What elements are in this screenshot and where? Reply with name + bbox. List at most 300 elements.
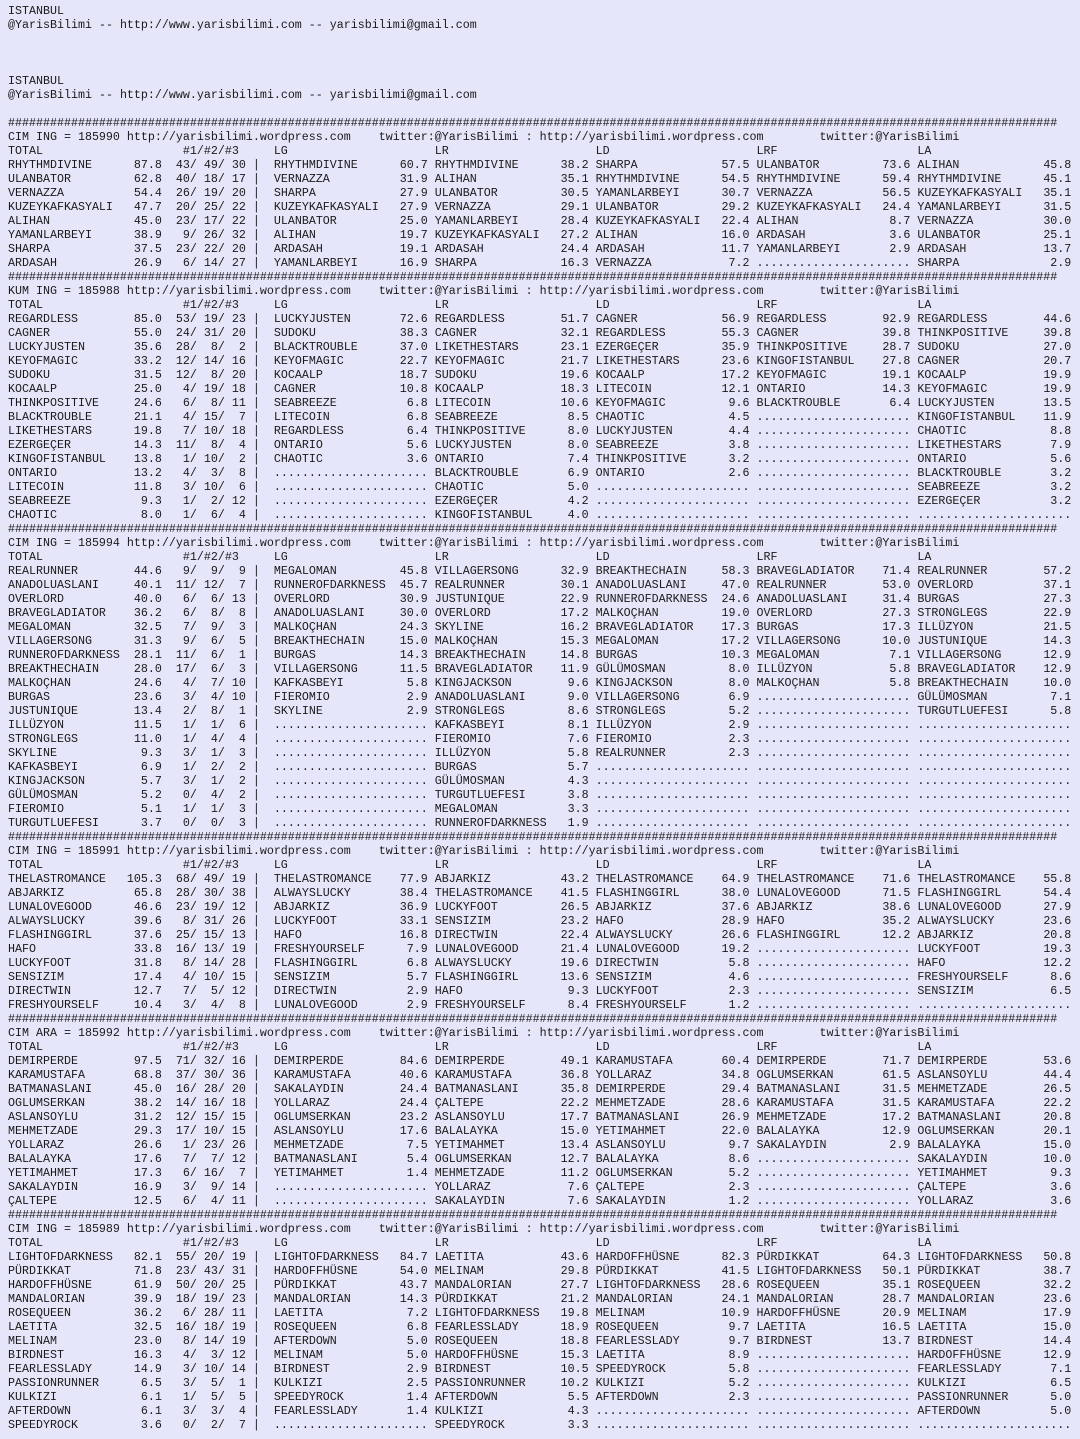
cell-la: BATMANASLANI 20.8 <box>917 1110 1072 1124</box>
cell-lrf: ...................... <box>756 942 911 956</box>
cell-la: OGLUMSERKAN 20.1 <box>917 1124 1072 1138</box>
cell-lg: RUNNEROFDARKNESS 45.7 <box>273 578 428 592</box>
cell-lr: BURGAS 5.7 <box>434 760 589 774</box>
total-name: ANADOLUASLANI <box>8 578 120 592</box>
twitter-link[interactable]: twitter:@YarisBilimi <box>819 844 960 858</box>
cell-lrf: ILLÜZYON 5.8 <box>756 662 911 676</box>
table-row: THELASTROMANCE 105.3 68/ 49/ 19 | THELASTROMANCE 77.9 ABJARKIZ 43.2 THELASTROMANCE 64.9 THELASTROMANCE 71.6 THELASTROMANCE 55.8 <box>8 872 1072 886</box>
cell-lg: BATMANASLANI 5.4 <box>273 1152 428 1166</box>
total-name: RHYTHMDIVINE <box>8 158 120 172</box>
cell-lg: ...................... <box>273 480 428 494</box>
total-name: ONTARIO <box>8 466 120 480</box>
cell-la: SEABREEZE 3.2 <box>917 480 1072 494</box>
cell-la: ...................... <box>917 718 1072 732</box>
total-name: SAKALAYDIN <box>8 1180 120 1194</box>
place-counts: 4/ 7/ 10 <box>175 676 246 690</box>
cell-lg: KUZEYKAFKASYALI 27.9 <box>273 200 428 214</box>
total-name: LUCKYJUSTEN <box>8 340 120 354</box>
cell-lr: ARDASAH 24.4 <box>434 242 589 256</box>
total-value: 62.8 <box>119 172 162 186</box>
blog-link[interactable]: http://yarisbilimi.wordpress.com <box>126 536 351 550</box>
cell-la: MANDALORIAN 23.6 <box>917 1292 1072 1306</box>
table-row: MALKOÇHAN 24.6 4/ 7/ 10 | KAFKASBEYI 5.8 KINGJACKSON 9.6 KINGJACKSON 8.0 MALKOÇHAN 5.8 BREAKTHECHAIN 10.0 <box>8 676 1072 690</box>
total-name: GÜLÜMOSMAN <box>8 788 120 802</box>
twitter-link[interactable]: twitter:@YarisBilimi <box>819 1222 960 1236</box>
cell-la: PASSIONRUNNER 5.0 <box>917 1390 1072 1404</box>
cell-ld: SPEEDYROCK 5.8 <box>595 1362 750 1376</box>
total-value: 11.0 <box>119 732 162 746</box>
header-places: #1/#2/#3 <box>182 1040 274 1054</box>
table-row: MELINAM 23.0 8/ 14/ 19 | AFTERDOWN 5.0 ROSEQUEEN 18.8 FEARLESSLADY 9.7 BIRDNEST 13.7 BIRDNEST 14.4 <box>8 1334 1072 1348</box>
cell-lr: VILLAGERSONG 32.9 <box>434 564 589 578</box>
total-name: ALIHAN <box>8 214 120 228</box>
twitter-link[interactable]: twitter:@YarisBilimi <box>378 844 519 858</box>
cell-lrf: ...................... <box>756 466 911 480</box>
cell-ld: REGARDLESS 55.3 <box>595 326 750 340</box>
table-row: KAFKASBEYI 6.9 1/ 2/ 2 | ...................... BURGAS 5.7 ...................... ...................... ...................... <box>8 760 1072 774</box>
email-link[interactable]: yarisbilimi@gmail.com <box>329 88 477 102</box>
cell-lrf: HARDOFFHÜSNE 20.9 <box>756 1306 911 1320</box>
table-row: VILLAGERSONG 31.3 9/ 6/ 5 | BREAKTHECHAIN 15.0 MALKOÇHAN 15.3 MEGALOMAN 17.2 VILLAGERSONG 10.0 JUSTUNIQUE 14.3 <box>8 634 1072 648</box>
total-name: RUNNEROFDARKNESS <box>8 648 120 662</box>
cell-lg: ...................... <box>273 1194 428 1208</box>
cell-lr: SPEEDYROCK 3.3 <box>434 1418 589 1432</box>
header-lrf: LRF <box>756 298 918 312</box>
cell-ld: LUCKYFOOT 2.3 <box>595 984 750 998</box>
cell-la: VERNAZZA 30.0 <box>917 214 1072 228</box>
total-value: 10.4 <box>119 998 162 1012</box>
cell-la: LAETITA 15.0 <box>917 1320 1072 1334</box>
cell-ld: RHYTHMDIVINE 54.5 <box>595 172 750 186</box>
twitter-link[interactable]: twitter:@YarisBilimi <box>819 130 960 144</box>
cell-lr: FLASHINGGIRL 13.6 <box>434 970 589 984</box>
total-value: 23.6 <box>119 690 162 704</box>
cell-lr: ALIHAN 35.1 <box>434 172 589 186</box>
cell-lg: KARAMUSTAFA 40.6 <box>273 1068 428 1082</box>
cell-lg: ALWAYSLUCKY 38.4 <box>273 886 428 900</box>
total-name: OVERLORD <box>8 592 120 606</box>
cell-lrf: ...................... <box>756 816 911 830</box>
cell-lg: ASLANSOYLU 17.6 <box>273 1124 428 1138</box>
total-name: REGARDLESS <box>8 312 120 326</box>
place-counts: 1/ 2/ 2 <box>175 760 246 774</box>
cell-lg: OVERLORD 30.9 <box>273 592 428 606</box>
total-value: 8.0 <box>119 508 162 522</box>
cell-lg: BLACKTROUBLE 37.0 <box>273 340 428 354</box>
race-sections <box>8 116 1072 1432</box>
cell-la: TURGUTLUEFESI 5.8 <box>917 704 1072 718</box>
cell-lg: LITECOIN 6.8 <box>273 410 428 424</box>
total-name: ASLANSOYLU <box>8 1110 120 1124</box>
blog-link[interactable]: http://yarisbilimi.wordpress.com <box>126 1026 351 1040</box>
cell-ld: YETIMAHMET 22.0 <box>595 1124 750 1138</box>
cell-la: ...................... <box>917 816 1072 830</box>
cell-lr: KAFKASBEYI 8.1 <box>434 718 589 732</box>
place-counts: 1/ 2/ 12 <box>175 494 246 508</box>
cell-ld: DIRECTWIN 5.8 <box>595 956 750 970</box>
total-value: 29.3 <box>119 1124 162 1138</box>
cell-lr: CAGNER 32.1 <box>434 326 589 340</box>
table-row: REGARDLESS 85.0 53/ 19/ 23 | LUCKYJUSTEN 72.6 REGARDLESS 51.7 CAGNER 56.9 REGARDLESS 92.9 REGARDLESS 44.6 <box>8 312 1072 326</box>
header-lr: LR <box>434 144 596 158</box>
cell-lrf: RHYTHMDIVINE 59.4 <box>756 172 911 186</box>
cell-la: ...................... <box>917 760 1072 774</box>
twitter-link[interactable]: twitter:@YarisBilimi <box>819 284 960 298</box>
blog-link[interactable]: http://yarisbilimi.wordpress.com <box>126 284 351 298</box>
header-la: LA <box>917 550 932 564</box>
cell-lr: KEYOFMAGIC 21.7 <box>434 354 589 368</box>
place-counts: 1/ 4/ 4 <box>175 732 246 746</box>
total-value: 26.9 <box>119 256 162 270</box>
table-row: YAMANLARBEYI 38.9 9/ 26/ 32 | ALIHAN 19.7 KUZEYKAFKASYALI 27.2 ALIHAN 16.0 ARDASAH 3.6 ULANBATOR 25.1 <box>8 228 1072 242</box>
cell-ld: ...................... <box>595 480 750 494</box>
total-name: OGLUMSERKAN <box>8 1096 120 1110</box>
cell-lr: BALALAYKA 15.0 <box>434 1124 589 1138</box>
cell-lrf: FLASHINGGIRL 12.2 <box>756 928 911 942</box>
total-name: KINGJACKSON <box>8 774 120 788</box>
twitter-link[interactable]: twitter:@YarisBilimi <box>378 284 519 298</box>
section-separator: ###################################################################################################################################################### <box>8 116 1058 130</box>
place-counts: 11/ 6/ 1 <box>175 648 246 662</box>
table-row: FEARLESSLADY 14.9 3/ 10/ 14 | BIRDNEST 2.9 BIRDNEST 10.5 SPEEDYROCK 5.8 ...................... FEARLESSLADY 7.1 <box>8 1362 1072 1376</box>
cell-lrf: ...................... <box>756 508 911 522</box>
cell-lr: RHYTHMDIVINE 38.2 <box>434 158 589 172</box>
twitter-link[interactable]: twitter:@YarisBilimi <box>378 536 519 550</box>
cell-ld: KINGJACKSON 8.0 <box>595 676 750 690</box>
header-la: LA <box>917 1236 932 1250</box>
header-lr: LR <box>434 858 596 872</box>
blog-link[interactable]: http://yarisbilimi.wordpress.com <box>126 844 351 858</box>
cell-la: BURGAS 27.3 <box>917 592 1072 606</box>
table-row: OVERLORD 40.0 6/ 6/ 13 | OVERLORD 30.9 JUSTUNIQUE 22.9 RUNNEROFDARKNESS 24.6 ANADOLUASLANI 31.4 BURGAS 27.3 <box>8 592 1072 606</box>
cell-lr: SHARPA 16.3 <box>434 256 589 270</box>
total-name: ABJARKIZ <box>8 886 120 900</box>
cell-lrf: ONTARIO 14.3 <box>756 382 911 396</box>
cell-lr: ONTARIO 7.4 <box>434 452 589 466</box>
cell-lrf: ULANBATOR 73.6 <box>756 158 911 172</box>
cell-lr: OVERLORD 17.2 <box>434 606 589 620</box>
table-row: ASLANSOYLU 31.2 12/ 15/ 15 | OGLUMSERKAN 23.2 ASLANSOYLU 17.7 BATMANASLANI 26.9 MEHMETZADE 17.2 BATMANASLANI 20.8 <box>8 1110 1072 1124</box>
cell-lg: HAFO 16.8 <box>273 928 428 942</box>
cell-ld: ...................... <box>595 774 750 788</box>
blog-link[interactable]: http://yarisbilimi.wordpress.com <box>126 130 351 144</box>
cell-lr: REALRUNNER 30.1 <box>434 578 589 592</box>
cell-ld: HARDOFFHÜSNE 82.3 <box>595 1250 750 1264</box>
twitter-link[interactable]: twitter:@YarisBilimi <box>378 1026 519 1040</box>
table-row: YOLLARAZ 26.6 1/ 23/ 26 | MEHMETZADE 7.5 YETIMAHMET 13.4 ASLANSOYLU 9.7 SAKALAYDIN 2.9 BALALAYKA 15.0 <box>8 1138 1072 1152</box>
table-row: LIKETHESTARS 19.8 7/ 10/ 18 | REGARDLESS 6.4 THINKPOSITIVE 8.0 LUCKYJUSTEN 4.4 ...................... CHAOTIC 8.8 <box>8 424 1072 438</box>
header-places: #1/#2/#3 <box>182 298 274 312</box>
cell-la: ALWAYSLUCKY 23.6 <box>917 914 1072 928</box>
place-counts: 68/ 49/ 19 <box>175 872 246 886</box>
site-link[interactable]: http://www.yarisbilimi.com <box>119 18 302 32</box>
place-counts: 20/ 25/ 22 <box>175 200 246 214</box>
place-counts: 9/ 26/ 32 <box>175 228 246 242</box>
cell-ld: ASLANSOYLU 9.7 <box>595 1138 750 1152</box>
twitter-handle: @YarisBilimi <box>8 18 92 32</box>
cell-lrf: ...................... <box>756 774 911 788</box>
cell-lr: FEARLESSLADY 18.9 <box>434 1320 589 1334</box>
race-title: KUM ING = 185988 <box>8 284 120 298</box>
header-la: LA <box>917 858 932 872</box>
cell-ld: BALALAYKA 8.6 <box>595 1152 750 1166</box>
total-value: 85.0 <box>119 312 162 326</box>
place-counts: 8/ 31/ 26 <box>175 914 246 928</box>
cell-ld: ...................... <box>595 1404 750 1418</box>
total-value: 28.0 <box>119 662 162 676</box>
cell-la: CHAOTIC 8.8 <box>917 424 1072 438</box>
table-row: PÜRDIKKAT 71.8 23/ 43/ 31 | HARDOFFHÜSNE 54.0 MELINAM 29.8 PÜRDIKKAT 41.5 LIGHTOFDARKNESS 50.1 PÜRDIKKAT 38.7 <box>8 1264 1072 1278</box>
cell-ld: FLASHINGGIRL 38.0 <box>595 886 750 900</box>
cell-lr: THELASTROMANCE 41.5 <box>434 886 589 900</box>
race-title: CIM ARA = 185992 <box>8 1026 120 1040</box>
cell-lg: BREAKTHECHAIN 15.0 <box>273 634 428 648</box>
cell-la: KARAMUSTAFA 22.2 <box>917 1096 1072 1110</box>
cell-lg: FEARLESSLADY 1.4 <box>273 1404 428 1418</box>
place-counts: 43/ 49/ 30 <box>175 158 246 172</box>
blog-link[interactable]: http://yarisbilimi.wordpress.com <box>539 1222 764 1236</box>
header-total: TOTAL <box>8 144 183 158</box>
place-counts: 11/ 8/ 4 <box>175 438 246 452</box>
twitter-link[interactable]: twitter:@YarisBilimi <box>378 1222 519 1236</box>
total-name: STRONGLEGS <box>8 732 120 746</box>
cell-la: FEARLESSLADY 7.1 <box>917 1362 1072 1376</box>
table-row: BATMANASLANI 45.0 16/ 28/ 20 | SAKALAYDIN 24.4 BATMANASLANI 35.8 DEMIRPERDE 29.4 BATMANASLANI 31.5 MEHMETZADE 26.5 <box>8 1082 1072 1096</box>
cell-la: YETIMAHMET 9.3 <box>917 1166 1072 1180</box>
section-separator: ###################################################################################################################################################### <box>8 522 1058 536</box>
total-name: BIRDNEST <box>8 1348 120 1362</box>
header-lr: LR <box>434 550 596 564</box>
cell-la: ...................... <box>917 732 1072 746</box>
place-counts: 7/ 9/ 3 <box>175 620 246 634</box>
cell-lg: SENSIZIM 5.7 <box>273 970 428 984</box>
blog-link[interactable]: http://yarisbilimi.wordpress.com <box>539 536 764 550</box>
cell-lg: LUCKYFOOT 33.1 <box>273 914 428 928</box>
total-name: FIEROMIO <box>8 802 120 816</box>
section-title: CIM ING = 185991 http://yarisbilimi.wordpress.com twitter:@YarisBilimi : http://yarisbilimi.wordpress.com twitter:@YarisBilimi <box>8 844 960 858</box>
cell-lrf: ...................... <box>756 1152 911 1166</box>
place-counts: 18/ 19/ 23 <box>175 1292 246 1306</box>
cell-lg: BIRDNEST 2.9 <box>273 1362 428 1376</box>
cell-lr: SEABREEZE 8.5 <box>434 410 589 424</box>
cell-lrf: ...................... <box>756 802 911 816</box>
cell-lr: ABJARKIZ 43.2 <box>434 872 589 886</box>
table-row: SENSIZIM 17.4 4/ 10/ 15 | SENSIZIM 5.7 FLASHINGGIRL 13.6 SENSIZIM 4.6 ...................... FRESHYOURSELF 8.6 <box>8 970 1072 984</box>
cell-la: ...................... <box>917 802 1072 816</box>
place-counts: 23/ 17/ 22 <box>175 214 246 228</box>
cell-lr: MALKOÇHAN 15.3 <box>434 634 589 648</box>
cell-ld: ROSEQUEEN 9.7 <box>595 1320 750 1334</box>
email-link[interactable]: yarisbilimi@gmail.com <box>329 18 477 32</box>
header-city-repeat <box>8 74 1072 88</box>
twitter-link[interactable]: twitter:@YarisBilimi <box>819 1026 960 1040</box>
cell-lrf: VERNAZZA 56.5 <box>756 186 911 200</box>
cell-ld: YOLLARAZ 34.8 <box>595 1068 750 1082</box>
total-value: 105.3 <box>119 872 162 886</box>
table-row: ROSEQUEEN 36.2 6/ 28/ 11 | LAETITA 7.2 LIGHTOFDARKNESS 19.8 MELINAM 10.9 HARDOFFHÜSNE 20.9 MELINAM 17.9 <box>8 1306 1072 1320</box>
table-row: OGLUMSERKAN 38.2 14/ 16/ 18 | YOLLARAZ 24.4 ÇALTEPE 22.2 MEHMETZADE 28.6 KARAMUSTAFA 31.5 KARAMUSTAFA 22.2 <box>8 1096 1072 1110</box>
cell-ld: ...................... <box>595 788 750 802</box>
blog-link[interactable]: http://yarisbilimi.wordpress.com <box>539 1026 764 1040</box>
site-link[interactable]: http://www.yarisbilimi.com <box>119 88 302 102</box>
cell-lg: ...................... <box>273 1180 428 1194</box>
cell-lr: LUNALOVEGOOD 21.4 <box>434 942 589 956</box>
place-counts: 50/ 20/ 25 <box>175 1278 246 1292</box>
place-counts: 16/ 13/ 19 <box>175 942 246 956</box>
table-row: PASSIONRUNNER 6.5 3/ 5/ 1 | KULKIZI 2.5 PASSIONRUNNER 10.2 KULKIZI 5.2 ...................... KULKIZI 6.5 <box>8 1376 1072 1390</box>
cell-lg: VILLAGERSONG 11.5 <box>273 662 428 676</box>
total-name: BURGAS <box>8 690 120 704</box>
header-lg: LG <box>273 858 435 872</box>
total-value: 13.8 <box>119 452 162 466</box>
cell-lr: YOLLARAZ 7.6 <box>434 1180 589 1194</box>
cell-ld: STRONGLEGS 5.2 <box>595 704 750 718</box>
total-name: SEABREEZE <box>8 494 120 508</box>
total-name: BALALAYKA <box>8 1152 120 1166</box>
cell-lr: PÜRDIKKAT 21.2 <box>434 1292 589 1306</box>
cell-ld: ...................... <box>595 494 750 508</box>
column-header <box>8 144 1072 158</box>
table-row: KULKIZI 6.1 1/ 5/ 5 | SPEEDYROCK 1.4 AFTERDOWN 5.5 AFTERDOWN 2.3 ...................... PASSIONRUNNER 5.0 <box>8 1390 1072 1404</box>
place-counts: 12/ 14/ 16 <box>175 354 246 368</box>
blog-link[interactable]: http://yarisbilimi.wordpress.com <box>539 284 764 298</box>
blog-link[interactable]: http://yarisbilimi.wordpress.com <box>539 844 764 858</box>
cell-lg: FLASHINGGIRL 6.8 <box>273 956 428 970</box>
total-name: MELINAM <box>8 1334 120 1348</box>
header-lg: LG <box>273 144 435 158</box>
header-contact: @YarisBilimi -- http://www.yarisbilimi.com -- yarisbilimi@gmail.com <box>8 18 477 32</box>
place-counts: 4/ 10/ 15 <box>175 970 246 984</box>
header-lrf: LRF <box>756 1236 918 1250</box>
total-value: 33.8 <box>119 942 162 956</box>
total-name: ARDASAH <box>8 256 120 270</box>
total-value: 17.4 <box>119 970 162 984</box>
cell-lg: KOCAALP 18.7 <box>273 368 428 382</box>
cell-lr: DIRECTWIN 22.4 <box>434 928 589 942</box>
cell-ld: KUZEYKAFKASYALI 22.4 <box>595 214 750 228</box>
place-counts: 23/ 43/ 31 <box>175 1264 246 1278</box>
cell-la: KOCAALP 19.9 <box>917 368 1072 382</box>
table-row: BRAVEGLADIATOR 36.2 6/ 8/ 8 | ANADOLUASLANI 30.0 OVERLORD 17.2 MALKOÇHAN 19.0 OVERLORD 27.3 STRONGLEGS 22.9 <box>8 606 1072 620</box>
cell-lg: SUDOKU 38.3 <box>273 326 428 340</box>
cell-la: LUCKYJUSTEN 13.5 <box>917 396 1072 410</box>
cell-la: KEYOFMAGIC 19.9 <box>917 382 1072 396</box>
cell-lg: KULKIZI 2.5 <box>273 1376 428 1390</box>
header-lrf: LRF <box>756 1040 918 1054</box>
blog-link[interactable]: http://yarisbilimi.wordpress.com <box>539 130 764 144</box>
total-value: 40.0 <box>119 592 162 606</box>
cell-lrf: ...................... <box>756 984 911 998</box>
place-counts: 28/ 30/ 38 <box>175 886 246 900</box>
place-counts: 12/ 8/ 20 <box>175 368 246 382</box>
cell-lr: LAETITA 43.6 <box>434 1250 589 1264</box>
total-value: 68.8 <box>119 1068 162 1082</box>
header-la: LA <box>917 298 932 312</box>
section-separator: ###################################################################################################################################################### <box>8 1208 1058 1222</box>
total-value: 5.7 <box>119 774 162 788</box>
cell-lg: FIEROMIO 2.9 <box>273 690 428 704</box>
total-name: SPEEDYROCK <box>8 1418 120 1432</box>
cell-lr: MANDALORIAN 27.7 <box>434 1278 589 1292</box>
table-row: CAGNER 55.0 24/ 31/ 20 | SUDOKU 38.3 CAGNER 32.1 REGARDLESS 55.3 CAGNER 39.8 THINKPOSITIVE 39.8 <box>8 326 1072 340</box>
place-counts: 3/ 10/ 14 <box>175 1362 246 1376</box>
cell-ld: ...................... <box>595 802 750 816</box>
cell-ld: FIEROMIO 2.3 <box>595 732 750 746</box>
place-counts: 4/ 15/ 7 <box>175 410 246 424</box>
cell-lg: PÜRDIKKAT 43.7 <box>273 1278 428 1292</box>
blog-link[interactable]: http://yarisbilimi.wordpress.com <box>126 1222 351 1236</box>
cell-lr: ILLÜZYON 5.8 <box>434 746 589 760</box>
cell-lg: ARDASAH 19.1 <box>273 242 428 256</box>
cell-ld: KARAMUSTAFA 60.4 <box>595 1054 750 1068</box>
place-counts: 1/ 1/ 3 <box>175 802 246 816</box>
total-value: 23.0 <box>119 1334 162 1348</box>
twitter-link[interactable]: twitter:@YarisBilimi <box>819 536 960 550</box>
place-counts: 6/ 4/ 11 <box>175 1194 246 1208</box>
total-value: 61.9 <box>119 1278 162 1292</box>
cell-la: YOLLARAZ 3.6 <box>917 1194 1072 1208</box>
total-value: 6.1 <box>119 1404 162 1418</box>
total-name: JUSTUNIQUE <box>8 704 120 718</box>
section-separator: ###################################################################################################################################################### <box>8 1012 1058 1026</box>
total-value: 55.0 <box>119 326 162 340</box>
cell-ld: SENSIZIM 4.6 <box>595 970 750 984</box>
section-title: CIM ING = 185994 http://yarisbilimi.wordpress.com twitter:@YarisBilimi : http://yarisbilimi.wordpress.com twitter:@YarisBilimi <box>8 536 960 550</box>
total-name: FEARLESSLADY <box>8 1362 120 1376</box>
cell-lrf: SAKALAYDIN 2.9 <box>756 1138 911 1152</box>
total-value: 33.2 <box>119 354 162 368</box>
header-lg: LG <box>273 1236 435 1250</box>
cell-lr: BLACKTROUBLE 6.9 <box>434 466 589 480</box>
total-value: 13.2 <box>119 466 162 480</box>
table-row: MEGALOMAN 32.5 7/ 9/ 3 | MALKOÇHAN 24.3 SKYLINE 16.2 BRAVEGLADIATOR 17.3 BURGAS 17.3 ILLÜZYON 21.5 <box>8 620 1072 634</box>
cell-lrf: CAGNER 39.8 <box>756 326 911 340</box>
cell-lr: MELINAM 29.8 <box>434 1264 589 1278</box>
table-row: BALALAYKA 17.6 7/ 7/ 12 | BATMANASLANI 5.4 OGLUMSERKAN 12.7 BALALAYKA 8.6 ...................... SAKALAYDIN 10.0 <box>8 1152 1072 1166</box>
cell-la: ULANBATOR 25.1 <box>917 228 1072 242</box>
place-counts: 3/ 1/ 3 <box>175 746 246 760</box>
cell-lrf: ...................... <box>756 438 911 452</box>
table-row: LUNALOVEGOOD 46.6 23/ 19/ 12 | ABJARKIZ 36.9 LUCKYFOOT 26.5 ABJARKIZ 37.6 ABJARKIZ 38.6 LUNALOVEGOOD 27.9 <box>8 900 1072 914</box>
place-counts: 16/ 28/ 20 <box>175 1082 246 1096</box>
cell-lrf: KEYOFMAGIC 19.1 <box>756 368 911 382</box>
cell-lr: BIRDNEST 10.5 <box>434 1362 589 1376</box>
cell-lg: SAKALAYDIN 24.4 <box>273 1082 428 1096</box>
place-counts: 4/ 19/ 18 <box>175 382 246 396</box>
cell-lr: LIKETHESTARS 23.1 <box>434 340 589 354</box>
header-total: TOTAL <box>8 1040 183 1054</box>
total-value: 45.0 <box>119 214 162 228</box>
header-ld: LD <box>595 1040 757 1054</box>
total-value: 40.1 <box>119 578 162 592</box>
cell-ld: ÇALTEPE 2.3 <box>595 1180 750 1194</box>
table-row: SAKALAYDIN 16.9 3/ 9/ 14 | ...................... YOLLARAZ 7.6 ÇALTEPE 2.3 ...................... ÇALTEPE 3.6 <box>8 1180 1072 1194</box>
place-counts: 12/ 15/ 15 <box>175 1110 246 1124</box>
place-counts: 17/ 10/ 15 <box>175 1124 246 1138</box>
cell-la: FRESHYOURSELF 8.6 <box>917 970 1072 984</box>
cell-lr: FIEROMIO 7.6 <box>434 732 589 746</box>
cell-la: ILLÜZYON 21.5 <box>917 620 1072 634</box>
cell-ld: ILLÜZYON 2.9 <box>595 718 750 732</box>
cell-lrf: BLACKTROUBLE 6.4 <box>756 396 911 410</box>
cell-la: JUSTUNIQUE 14.3 <box>917 634 1072 648</box>
total-name: PASSIONRUNNER <box>8 1376 120 1390</box>
city-name: ISTANBUL <box>8 4 64 18</box>
twitter-link[interactable]: twitter:@YarisBilimi <box>378 130 519 144</box>
cell-lg: ONTARIO 5.6 <box>273 438 428 452</box>
cell-lrf: KINGOFISTANBUL 27.8 <box>756 354 911 368</box>
cell-lr: MEGALOMAN 3.3 <box>434 802 589 816</box>
